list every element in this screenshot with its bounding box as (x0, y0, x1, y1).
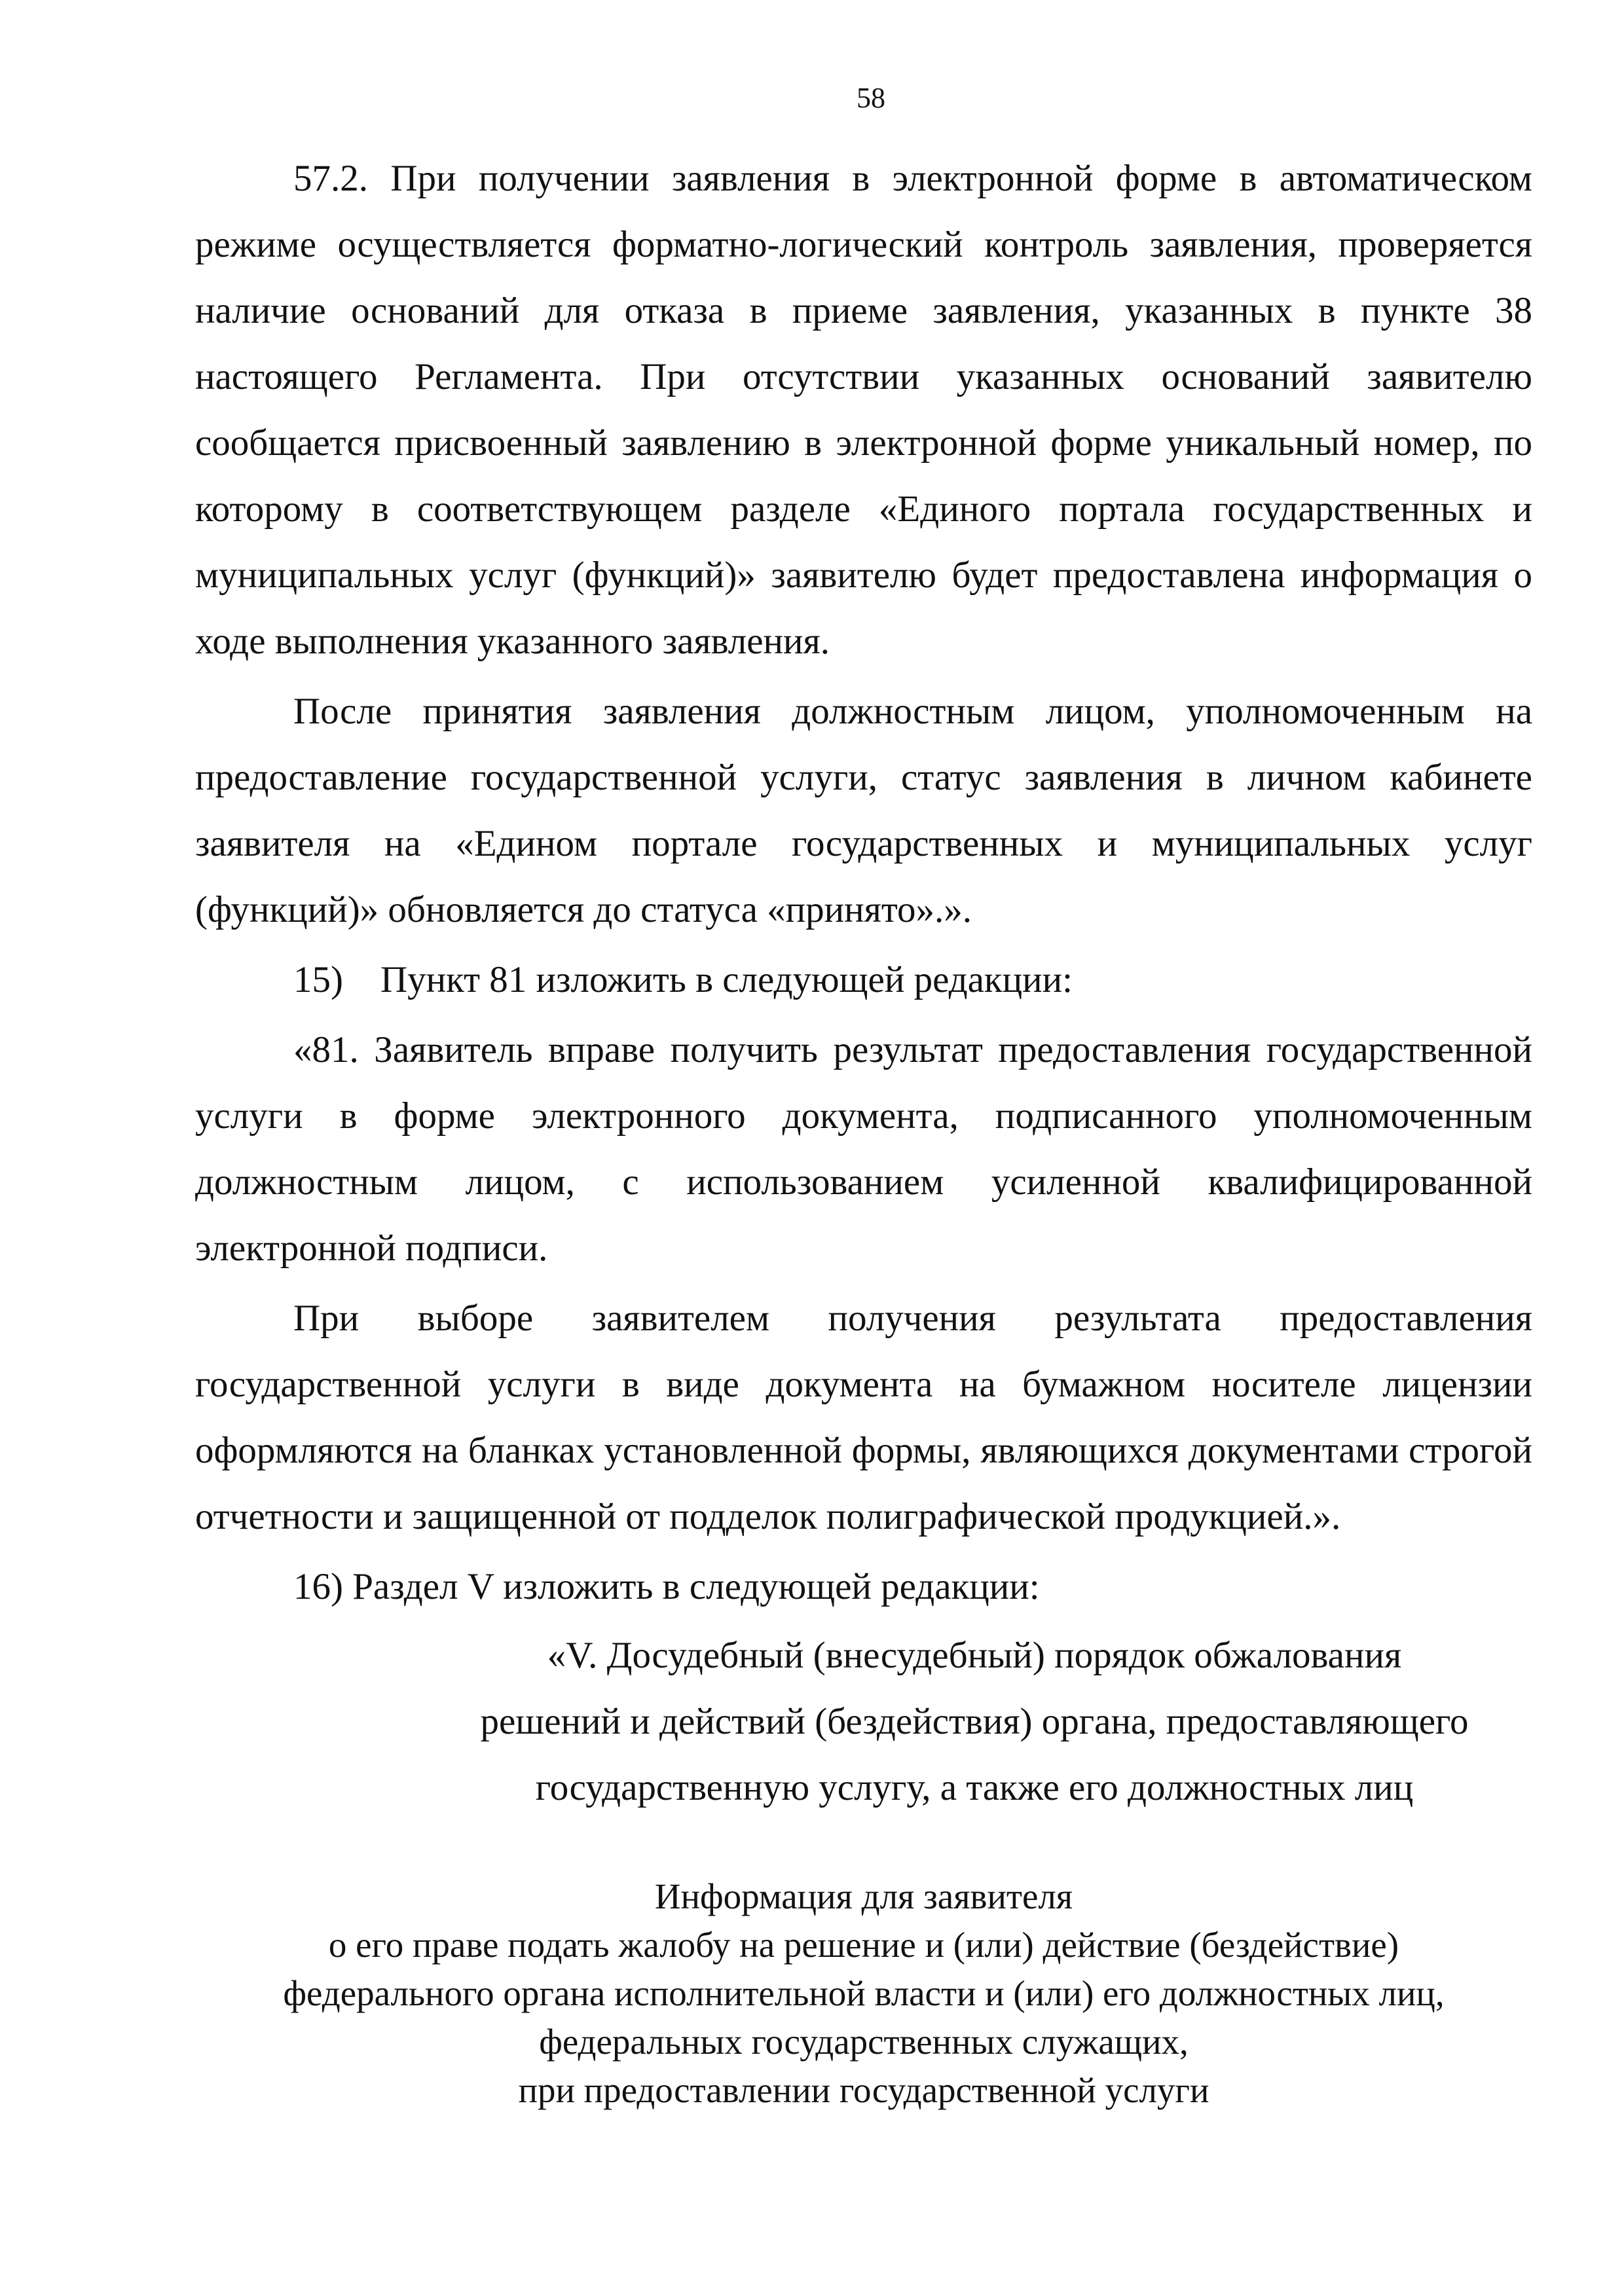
section-v-heading (195, 1622, 1577, 1821)
section-v-heading-line-1: «V. Досудебный (внесудебный) порядок обжалования (547, 1635, 1402, 1676)
section-v-heading-line-3: государственную услугу, а также его должностных лиц (535, 1767, 1414, 1808)
section-v-heading-line-2: решений и действий (бездействия) органа, предоставляющего (480, 1701, 1469, 1742)
document-body (195, 145, 1532, 1821)
info-heading-line-1: Информация для заявителя (654, 1876, 1073, 1916)
page-number: 58 (857, 82, 885, 114)
paragraph-item-81: «81. Заявитель вправе получить результат предоставления государственной услуги в форме электронного документа, подписанного уполномоченным должностным лицом, с использованием усиленной квалифицированной электронной подписи. (195, 1029, 1532, 1269)
paragraph-item-16: 16) Раздел V изложить в следующей редакции: (293, 1566, 1040, 1607)
info-heading-line-5: при предоставлении государственной услуги (518, 2070, 1209, 2110)
info-heading-line-4: федеральных государственных служащих, (539, 2022, 1189, 2062)
info-heading (195, 1872, 1532, 2115)
paragraph-status-accepted: После принятия заявления должностным лицом, уполномоченным на предоставление государственной услуги, статус заявления в личном кабинете заявителя на «Едином портале государственных и муниципальных услуг (функций)» обновляется до статуса «принято».». (195, 691, 1532, 930)
paragraph-57-2: 57.2. При получении заявления в электронной форме в автоматическом режиме осуществляется форматно-логический контроль заявления, проверяется наличие оснований для отказа в приеме заявления, указанных в пункте 38 настоящего Регламента. При отсутствии указанных оснований заявителю сообщается присвоенный заявлению в электронной форме уникальный номер, по которому в соответствующем разделе «Единого портала государственных и муниципальных услуг (функций)» заявителю будет предоставлена информация о ходе выполнения указанного заявления. (195, 158, 1532, 662)
info-heading-line-2: о его праве подать жалобу на решение и (или) действие (бездействие) (328, 1925, 1399, 1965)
info-heading-line-3: федерального органа исполнительной власти и (или) его должностных лиц, (283, 1973, 1445, 2013)
paragraph-paper-result: При выборе заявителем получения результата предоставления государственной услуги в виде документа на бумажном носителе лицензии оформляются на бланках установленной формы, являющихся документами строгой отчетности и защищенной от подделок полиграфической продукцией.». (195, 1298, 1532, 1537)
paragraph-item-15: 15) Пункт 81 изложить в следующей редакции: (293, 959, 1073, 1000)
